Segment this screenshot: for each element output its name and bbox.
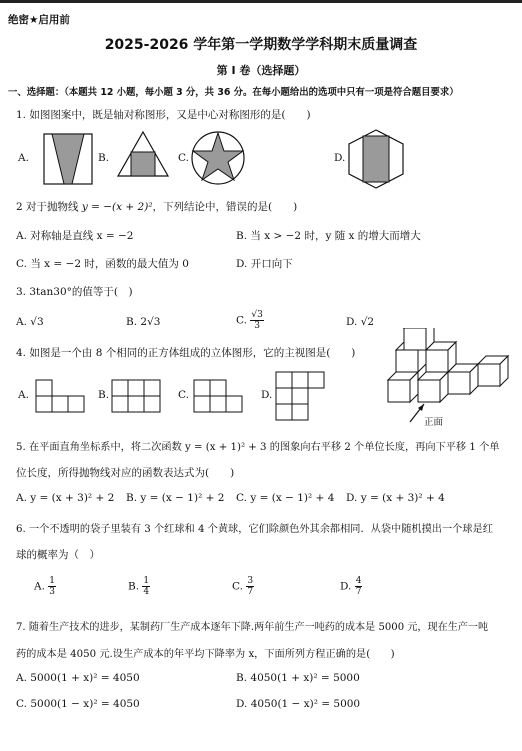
q5-option-d: D. y = (x + 3)² + 4 [346, 492, 445, 504]
q7-option-d: D. 4050(1 − x)² = 5000 [236, 698, 361, 710]
exam-title: 2025-2026 学年第一学期数学学科期末质量调查 [104, 37, 418, 53]
q4-option-a-label: A. [18, 389, 29, 401]
q6-line2: 球的概率为（ ） [16, 549, 100, 561]
q4-option-b-label: B. [98, 389, 110, 401]
q4-stem: 4. 如图是一个由 8 个相同的正方体组成的立体图形，它的主视图是( ) [16, 347, 356, 359]
q3-c-denominator: 3 [254, 321, 260, 331]
q5-line2: 位长度，所得抛物线对应的函数表达式为( ) [16, 467, 235, 479]
q7-line2: 药的成本是 4050 元.设生产成本的年平均下降率为 x，下面所列方程正确的是( ) [16, 649, 395, 660]
q2-stem [16, 199, 297, 214]
q5-option-c: C. y = (x − 1)² + 4 [236, 492, 335, 504]
q1-figure-a [42, 130, 94, 186]
q3-option-c-label: C. [236, 314, 247, 327]
q7-option-c: C. 5000(1 − x)² = 4050 [16, 698, 140, 710]
q4-figure-c [192, 378, 244, 414]
q7-line1: 7. 随着生产技术的进步，某制药厂生产成本逐年下降.两年前生产一吨药的成本是 5000 元，现在生产一吨 [16, 622, 489, 633]
q7-option-b: B. 4050(1 + x)² = 5000 [236, 672, 360, 684]
q3-option-d: D. √2 [346, 316, 375, 328]
q6-option-b-label: B. [128, 580, 140, 593]
q4-option-d-label: D. [261, 389, 273, 401]
q4-option-c-label: C. [178, 389, 189, 401]
volume-title: 第 I 卷（选择题） [216, 64, 306, 77]
q5-option-b: B. y = (x − 1)² + 2 [126, 492, 225, 504]
q6-option-c-label: C. [232, 580, 243, 593]
q1-option-c-label: C. [178, 152, 189, 164]
q6-a-numerator: 1 [49, 576, 55, 586]
q3-option-a: A. √3 [16, 316, 44, 328]
q7-option-a: A. 5000(1 + x)² = 4050 [16, 672, 140, 684]
section-heading: 一、选择题：（本题共 12 小题，每小题 3 分，共 36 分。在每小题给出的选项中只有一项是符合题目要求） [8, 87, 459, 98]
q1-option-d-label: D. [334, 152, 346, 164]
q2-stem-expr: y = −(x + 2)² [81, 201, 153, 213]
q6-option-d [340, 576, 362, 597]
secret-label: 绝密★启用前 [8, 14, 70, 26]
q2-option-d: D. 开口向下 [236, 258, 293, 270]
q6-a-denominator: 3 [49, 587, 55, 597]
q4-figure-d [274, 370, 326, 422]
q1-figure-c [190, 130, 246, 186]
q6-b-denominator: 4 [143, 587, 150, 597]
q6-option-d-fraction [355, 576, 363, 597]
q2-option-b: B. 当 x > −2 时，y 随 x 的增大而增大 [236, 230, 421, 242]
q3-option-b: B. 2√3 [126, 316, 161, 328]
q1-figure-b [116, 130, 170, 178]
q2-stem-pre: 2 对于抛物线 [16, 201, 82, 213]
q2-stem-post: ，下列结论中，错误的是( ) [152, 201, 298, 213]
q4-front-label: 正面 [424, 417, 444, 428]
q1-option-b-label: B. [98, 152, 110, 164]
q6-option-a-label: A. [34, 580, 45, 593]
q6-d-numerator: 4 [355, 576, 362, 586]
q4-solid-figure [380, 328, 510, 428]
q3-c-numerator: √3 [251, 310, 263, 320]
q6-c-denominator: 7 [247, 587, 254, 597]
q2-option-c: C. 当 x = −2 时，函数的最大值为 0 [16, 258, 189, 270]
q5-option-a: A. y = (x + 3)² + 2 [16, 492, 115, 504]
q3-option-c-fraction [250, 310, 263, 331]
q6-option-a-fraction [48, 576, 56, 597]
q6-c-numerator: 3 [247, 576, 254, 586]
q6-option-c [232, 576, 254, 597]
q6-option-c-fraction [246, 576, 254, 597]
q6-option-d-label: D. [340, 580, 352, 593]
q1-stem: 1. 如图图案中，既是轴对称图形，又是中心对称图形的是( ) [16, 109, 311, 121]
q6-option-a [34, 576, 56, 597]
q6-b-numerator: 1 [143, 576, 150, 586]
q3-stem: 3. 3tan30°的值等于( ) [16, 286, 133, 298]
q4-figure-b [110, 378, 162, 414]
q1-figure-d [346, 128, 406, 190]
q6-option-b-fraction [142, 576, 150, 597]
q3-option-c [236, 310, 264, 331]
top-border [0, 0, 522, 3]
q6-d-denominator: 7 [355, 587, 362, 597]
q6-line1: 6. 一个不透明的袋子里装有 3 个红球和 4 个黄球，它们除颜色外其余都相同．从袋中随机摸出一个球是红 [16, 524, 493, 535]
q6-option-b [128, 576, 150, 597]
q5-line1: 5. 在平面直角坐标系中，将二次函数 y = (x + 1)² + 3 的图象向右平移 2 个单位长度，再向下平移 1 个单 [16, 442, 500, 453]
q4-figure-a [34, 378, 86, 414]
q2-option-a: A. 对称轴是直线 x = −2 [16, 230, 134, 242]
q1-option-a-label: A. [18, 152, 29, 164]
